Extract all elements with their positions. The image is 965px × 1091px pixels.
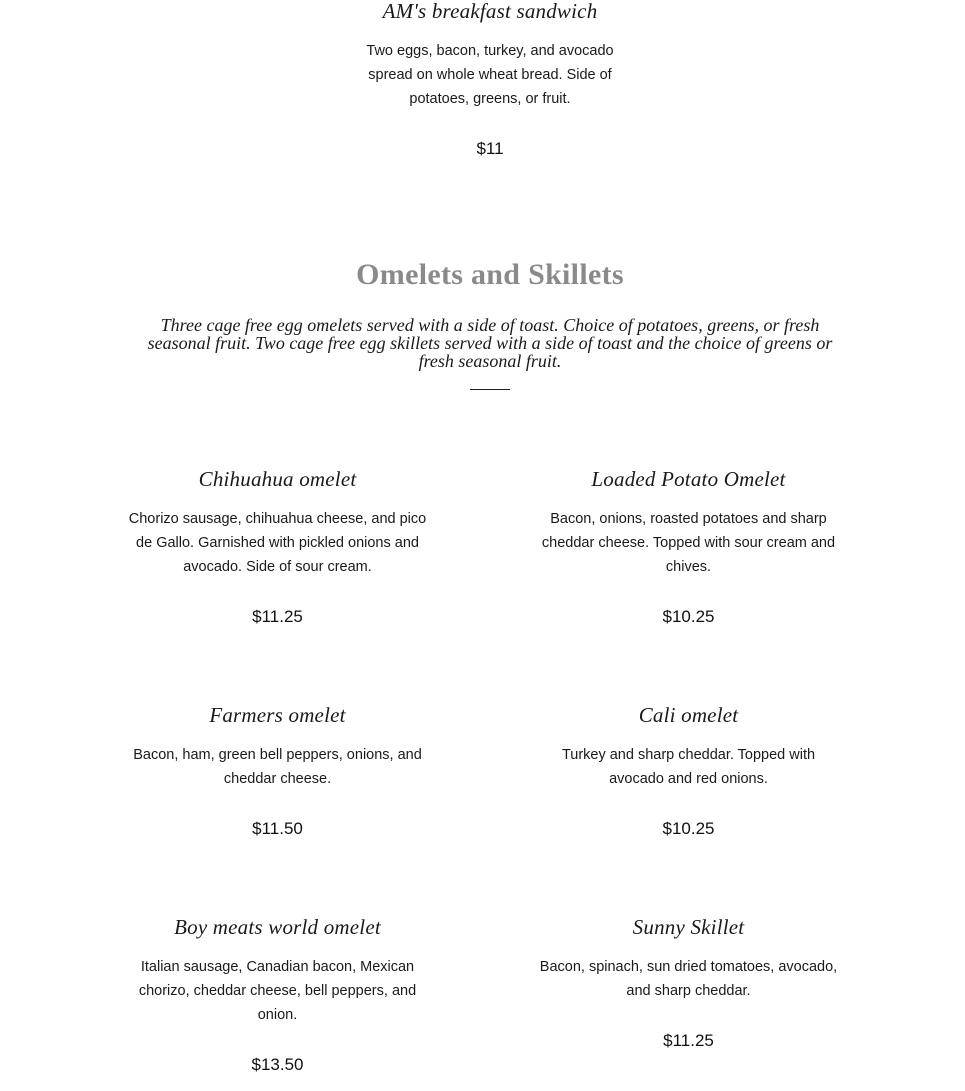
menu-item-name: Farmers omelet xyxy=(209,703,346,727)
menu-item-description: Chorizo sausage, chihuahua cheese, and pico de Gallo. Garnished with pickled onions and avocado. Side of sour cream. xyxy=(128,511,427,575)
menu-item-cali-omelet xyxy=(533,702,844,852)
menu-item-loaded-potato-omelet xyxy=(533,466,844,636)
menu-item-description: Bacon, ham, green bell peppers, onions, and cheddar cheese. xyxy=(133,747,422,787)
menu-item-am-breakfast-sandwich xyxy=(355,0,625,173)
menu-item-price: $10.25 xyxy=(662,819,715,838)
menu-item-name: AM's breakfast sandwich xyxy=(382,0,598,23)
menu-item-price: $10.25 xyxy=(662,607,715,626)
section-title: Omelets and Skillets xyxy=(356,258,624,291)
section-divider xyxy=(470,389,510,390)
menu-item-name: Cali omelet xyxy=(638,703,739,727)
menu-item-boy-meats-world-omelet xyxy=(122,914,433,1089)
menu-item-description: Two eggs, bacon, turkey, and avocado spread on whole wheat bread. Side of potatoes, greens, or fruit. xyxy=(366,43,614,107)
menu-item-description: Bacon, spinach, sun dried tomatoes, avocado, and sharp cheddar. xyxy=(539,959,838,999)
menu-item-price: $11 xyxy=(476,139,504,158)
menu-item-name: Chihuahua omelet xyxy=(198,467,357,491)
menu-item-price: $11.25 xyxy=(252,607,303,626)
menu-item-chihuahua-omelet xyxy=(122,466,433,636)
section-description: Three cage free egg omelets served with a side of toast. Choice of potatoes, greens, or fresh seasonal fruit. Two cage free egg skillets served with a side of toast and the choice of greens or fresh seasonal fruit. xyxy=(147,315,833,371)
menu-item-price: $11.50 xyxy=(252,819,303,838)
menu-item-name: Sunny Skillet xyxy=(632,915,745,939)
menu-item-description: Italian sausage, Canadian bacon, Mexican chorizo, cheddar cheese, bell peppers, and onion. xyxy=(138,959,417,1023)
menu-item-sunny-skillet xyxy=(533,914,844,1064)
menu-item-name: Boy meats world omelet xyxy=(174,915,381,939)
menu-item-name: Loaded Potato Omelet xyxy=(591,467,786,491)
menu-item-price: $13.50 xyxy=(251,1055,304,1074)
menu-item-description: Turkey and sharp cheddar. Topped with avocado and red onions. xyxy=(561,747,816,787)
menu-item-price: $11.25 xyxy=(663,1031,714,1050)
menu-item-description: Bacon, onions, roasted potatoes and sharp cheddar cheese. Topped with sour cream and chives. xyxy=(541,511,836,575)
menu-item-farmers-omelet xyxy=(122,702,433,852)
